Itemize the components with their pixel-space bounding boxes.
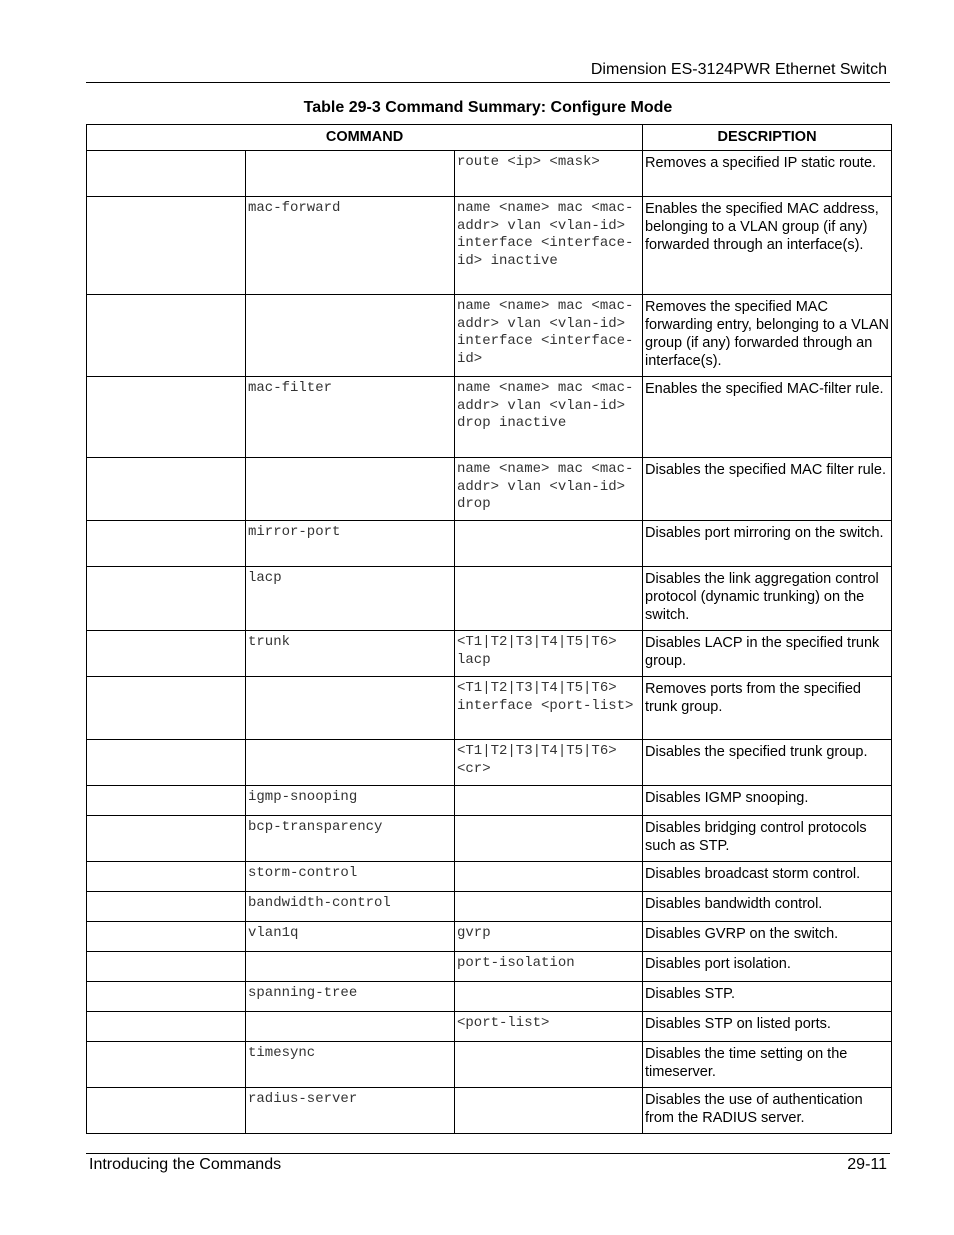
- footer-section-title: Introducing the Commands: [89, 1156, 282, 1173]
- description-cell: Disables port isolation.: [643, 952, 892, 982]
- command-arguments-cell: [455, 1042, 643, 1088]
- table-row: [87, 197, 892, 295]
- command-arguments-cell: <port-list>: [455, 1012, 643, 1042]
- page-number: 29-11: [847, 1156, 887, 1173]
- command-level2-cell: [246, 677, 455, 740]
- description-cell: Disables the specified trunk group.: [643, 740, 892, 786]
- command-level2-cell: vlan1q: [246, 922, 455, 952]
- description-cell: Removes the specified MAC forwarding entry, belonging to a VLAN group (if any) forwarded through an interface(s).: [643, 295, 892, 377]
- description-cell: Disables the time setting on the timeserver.: [643, 1042, 892, 1088]
- command-level2-cell: spanning-tree: [246, 982, 455, 1012]
- table-row: [87, 295, 892, 377]
- command-level2-cell: trunk: [246, 631, 455, 677]
- command-level2-cell: lacp: [246, 567, 455, 631]
- command-summary-table: [86, 124, 892, 1134]
- description-cell: Disables broadcast storm control.: [643, 862, 892, 892]
- command-level1-cell: [87, 521, 246, 567]
- command-level2-cell: timesync: [246, 1042, 455, 1088]
- command-level1-cell: [87, 862, 246, 892]
- command-level1-cell: [87, 631, 246, 677]
- command-level2-cell: bandwidth-control: [246, 892, 455, 922]
- command-level1-cell: [87, 1088, 246, 1134]
- command-arguments-cell: <T1|T2|T3|T4|T5|T6> lacp: [455, 631, 643, 677]
- command-level1-cell: [87, 1012, 246, 1042]
- command-level1-cell: [87, 892, 246, 922]
- command-arguments-cell: name <name> mac <mac-addr> vlan <vlan-id> interface <interface-id> inactive: [455, 197, 643, 295]
- command-arguments-cell: <T1|T2|T3|T4|T5|T6> <cr>: [455, 740, 643, 786]
- command-level2-cell: mirror-port: [246, 521, 455, 567]
- description-cell: Disables the use of authentication from the RADIUS server.: [643, 1088, 892, 1134]
- table-row: [87, 521, 892, 567]
- command-level2-cell: bcp-transparency: [246, 816, 455, 862]
- command-arguments-cell: [455, 816, 643, 862]
- command-level1-cell: [87, 567, 246, 631]
- table-row: [87, 377, 892, 458]
- table-row: [87, 677, 892, 740]
- table-caption: Table 29-3 Command Summary: Configure Mode: [303, 99, 673, 116]
- description-cell: Disables the link aggregation control protocol (dynamic trunking) on the switch.: [643, 567, 892, 631]
- command-arguments-cell: name <name> mac <mac-addr> vlan <vlan-id> drop inactive: [455, 377, 643, 458]
- command-level1-cell: [87, 922, 246, 952]
- command-arguments-cell: name <name> mac <mac-addr> vlan <vlan-id> drop: [455, 458, 643, 521]
- command-level1-cell: [87, 786, 246, 816]
- command-level1-cell: [87, 295, 246, 377]
- command-arguments-cell: [455, 521, 643, 567]
- command-level2-cell: [246, 952, 455, 982]
- command-arguments-cell: [455, 862, 643, 892]
- table-row: [87, 816, 892, 862]
- command-arguments-cell: <T1|T2|T3|T4|T5|T6> interface <port-list>: [455, 677, 643, 740]
- command-level1-cell: [87, 816, 246, 862]
- command-arguments-cell: [455, 786, 643, 816]
- command-level2-cell: [246, 151, 455, 197]
- description-cell: Disables IGMP snooping.: [643, 786, 892, 816]
- command-arguments-cell: route <ip> <mask>: [455, 151, 643, 197]
- table-row: [87, 786, 892, 816]
- table-row: [87, 1088, 892, 1134]
- table-row: [87, 151, 892, 197]
- command-level2-cell: igmp-snooping: [246, 786, 455, 816]
- table-row: [87, 952, 892, 982]
- description-cell: Removes a specified IP static route.: [643, 151, 892, 197]
- command-level1-cell: [87, 740, 246, 786]
- command-level2-cell: [246, 1012, 455, 1042]
- table-row: [87, 740, 892, 786]
- table-row: [87, 458, 892, 521]
- command-level1-cell: [87, 197, 246, 295]
- command-level2-cell: [246, 295, 455, 377]
- command-arguments-cell: [455, 982, 643, 1012]
- description-cell: Disables STP.: [643, 982, 892, 1012]
- description-cell: Disables bandwidth control.: [643, 892, 892, 922]
- description-cell: Disables bridging control protocols such as STP.: [643, 816, 892, 862]
- command-arguments-cell: gvrp: [455, 922, 643, 952]
- table-row: [87, 1042, 892, 1088]
- description-cell: Enables the specified MAC address, belonging to a VLAN group (if any) forwarded through an interface(s).: [643, 197, 892, 295]
- command-arguments-cell: [455, 567, 643, 631]
- command-column-header: COMMAND: [87, 125, 643, 151]
- command-level1-cell: [87, 458, 246, 521]
- description-cell: Disables STP on listed ports.: [643, 1012, 892, 1042]
- description-cell: Removes ports from the specified trunk group.: [643, 677, 892, 740]
- table-row: [87, 567, 892, 631]
- command-arguments-cell: port-isolation: [455, 952, 643, 982]
- table-row: [87, 862, 892, 892]
- command-level1-cell: [87, 377, 246, 458]
- command-level2-cell: mac-forward: [246, 197, 455, 295]
- table-row: [87, 631, 892, 677]
- command-level2-cell: mac-filter: [246, 377, 455, 458]
- document-title: Dimension ES-3124PWR Ethernet Switch: [590, 61, 887, 78]
- description-cell: Disables port mirroring on the switch.: [643, 521, 892, 567]
- command-level2-cell: [246, 740, 455, 786]
- command-level2-cell: [246, 458, 455, 521]
- page-footer: [86, 1153, 890, 1178]
- command-level1-cell: [87, 982, 246, 1012]
- command-level1-cell: [87, 952, 246, 982]
- description-cell: Disables GVRP on the switch.: [643, 922, 892, 952]
- table-row: [87, 922, 892, 952]
- command-level1-cell: [87, 151, 246, 197]
- description-column-header: DESCRIPTION: [643, 125, 892, 151]
- table-row: [87, 1012, 892, 1042]
- table-row: [87, 982, 892, 1012]
- description-cell: Disables the specified MAC filter rule.: [643, 458, 892, 521]
- command-level2-cell: storm-control: [246, 862, 455, 892]
- page-header: [86, 60, 890, 83]
- table-row: [87, 892, 892, 922]
- table-header-row: [87, 125, 892, 151]
- command-arguments-cell: [455, 1088, 643, 1134]
- command-level1-cell: [87, 1042, 246, 1088]
- command-level2-cell: radius-server: [246, 1088, 455, 1134]
- command-arguments-cell: name <name> mac <mac-addr> vlan <vlan-id> interface <interface-id>: [455, 295, 643, 377]
- description-cell: Enables the specified MAC-filter rule.: [643, 377, 892, 458]
- description-cell: Disables LACP in the specified trunk group.: [643, 631, 892, 677]
- command-level1-cell: [87, 677, 246, 740]
- command-arguments-cell: [455, 892, 643, 922]
